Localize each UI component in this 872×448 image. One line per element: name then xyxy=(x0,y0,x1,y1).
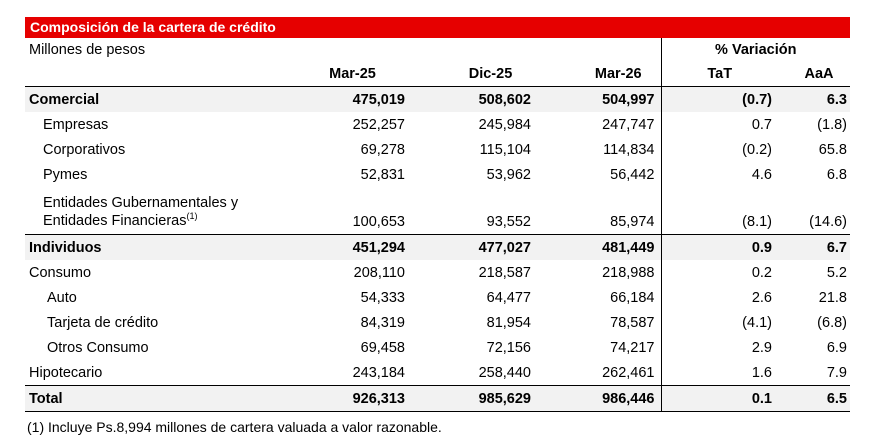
cell-value: 252,257 xyxy=(352,116,405,133)
row-label: Tarjeta de crédito xyxy=(47,314,159,331)
cell-value: 114,834 xyxy=(603,141,655,158)
cell-value: 84,319 xyxy=(360,314,405,331)
table-row xyxy=(25,187,850,235)
row-label-line2: Entidades Financieras xyxy=(43,213,187,229)
cell-value: 1.6 xyxy=(661,360,778,386)
cell-value: 0.7 xyxy=(661,112,778,137)
row-label: Consumo xyxy=(29,264,92,281)
cell-value: 504,997 xyxy=(531,87,661,113)
row-label: Corporativos xyxy=(43,141,126,158)
cell-value: (1.8) xyxy=(817,116,847,133)
table-row xyxy=(25,360,850,386)
cell-value: 243,184 xyxy=(352,364,405,381)
cell-value: (0.7) xyxy=(661,87,778,113)
row-label: Auto xyxy=(47,289,77,306)
cell-value: 475,019 xyxy=(255,87,405,113)
footnote: (1) Incluye Ps.8,994 millones de cartera valuada a valor razonable. xyxy=(27,419,442,435)
cell-value: 926,313 xyxy=(255,386,405,412)
table-row xyxy=(25,260,850,285)
col-header-mar25: Mar-25 xyxy=(329,66,376,82)
row-label: Individuos xyxy=(25,235,255,261)
cell-value: 52,831 xyxy=(360,166,405,183)
cell-value: 985,629 xyxy=(405,386,531,412)
row-label: Otros Consumo xyxy=(47,339,149,356)
cell-value: (6.8) xyxy=(817,314,847,331)
cell-value: 78,587 xyxy=(610,314,655,331)
table-row xyxy=(25,137,850,162)
cell-value: 6.8 xyxy=(826,166,847,183)
cell-value: 0.2 xyxy=(661,260,778,285)
table-row xyxy=(25,310,850,335)
cell-value: 481,449 xyxy=(531,235,661,261)
cell-value: (8.1) xyxy=(661,187,778,235)
col-header-mar26: Mar-26 xyxy=(594,66,642,82)
variation-header: % Variación xyxy=(661,38,850,62)
credit-portfolio-table xyxy=(25,38,850,412)
footnote-marker: (1) xyxy=(186,211,198,222)
cell-value: 100,653 xyxy=(352,214,405,230)
cell-value: (0.2) xyxy=(661,137,778,162)
cell-value: 218,587 xyxy=(478,264,531,281)
cell-value: 66,184 xyxy=(610,289,655,306)
row-label: Pymes xyxy=(43,166,88,183)
col-header-tat: TaT xyxy=(661,62,778,87)
cell-value: 6.5 xyxy=(778,386,850,412)
table-title: Composición de la cartera de crédito xyxy=(25,17,850,38)
table-row xyxy=(25,235,850,261)
cell-value: 69,458 xyxy=(360,339,405,356)
row-label xyxy=(25,187,255,235)
cell-value: 115,104 xyxy=(479,141,531,158)
cell-value: 81,954 xyxy=(486,314,531,331)
col-header-aaa: AaA xyxy=(804,66,834,82)
row-label-line1: Entidades Gubernamentales y xyxy=(43,195,239,211)
table-row xyxy=(25,285,850,310)
cell-value: 7.9 xyxy=(826,364,847,381)
cell-value: 69,278 xyxy=(360,141,405,158)
header-row-columns xyxy=(25,62,850,87)
unit-label: Millones de pesos xyxy=(29,42,146,58)
cell-value: 208,110 xyxy=(353,264,405,281)
cell-value: 986,446 xyxy=(531,386,661,412)
cell-value: 477,027 xyxy=(405,235,531,261)
cell-value: 2.9 xyxy=(661,335,778,360)
cell-value: 54,333 xyxy=(360,289,405,306)
cell-value: (4.1) xyxy=(661,310,778,335)
cell-value: 93,552 xyxy=(486,214,531,230)
cell-value: 6.9 xyxy=(826,339,847,356)
cell-value: 247,747 xyxy=(602,116,655,133)
cell-value: 64,477 xyxy=(486,289,531,306)
cell-value: 85,974 xyxy=(610,214,655,230)
cell-value: 4.6 xyxy=(661,162,778,187)
table-row xyxy=(25,162,850,187)
cell-value: 6.3 xyxy=(778,87,850,113)
cell-value: 218,988 xyxy=(602,264,655,281)
cell-value: 6.7 xyxy=(778,235,850,261)
row-label: Total xyxy=(25,386,255,412)
row-label: Hipotecario xyxy=(29,364,103,381)
cell-value: 5.2 xyxy=(826,264,847,281)
cell-value: 72,156 xyxy=(486,339,531,356)
cell-value: (14.6) xyxy=(809,214,847,230)
header-row-units xyxy=(25,38,850,62)
credit-portfolio-table-container xyxy=(25,17,850,412)
cell-value: 262,461 xyxy=(602,364,655,381)
cell-value: 74,217 xyxy=(610,339,655,356)
cell-value: 451,294 xyxy=(255,235,405,261)
row-label: Empresas xyxy=(43,116,109,133)
table-row xyxy=(25,87,850,113)
table-row-total xyxy=(25,386,850,412)
cell-value: 0.9 xyxy=(661,235,778,261)
cell-value: 258,440 xyxy=(478,364,531,381)
table-row xyxy=(25,335,850,360)
cell-value: 21.8 xyxy=(818,289,847,306)
col-header-dic25: Dic-25 xyxy=(468,66,513,82)
cell-value: 508,602 xyxy=(405,87,531,113)
cell-value: 56,442 xyxy=(610,166,655,183)
row-label: Comercial xyxy=(25,87,255,113)
cell-value: 53,962 xyxy=(486,166,531,183)
cell-value: 0.1 xyxy=(661,386,778,412)
table-row xyxy=(25,112,850,137)
cell-value: 2.6 xyxy=(661,285,778,310)
cell-value: 245,984 xyxy=(478,116,531,133)
cell-value: 65.8 xyxy=(818,141,847,158)
